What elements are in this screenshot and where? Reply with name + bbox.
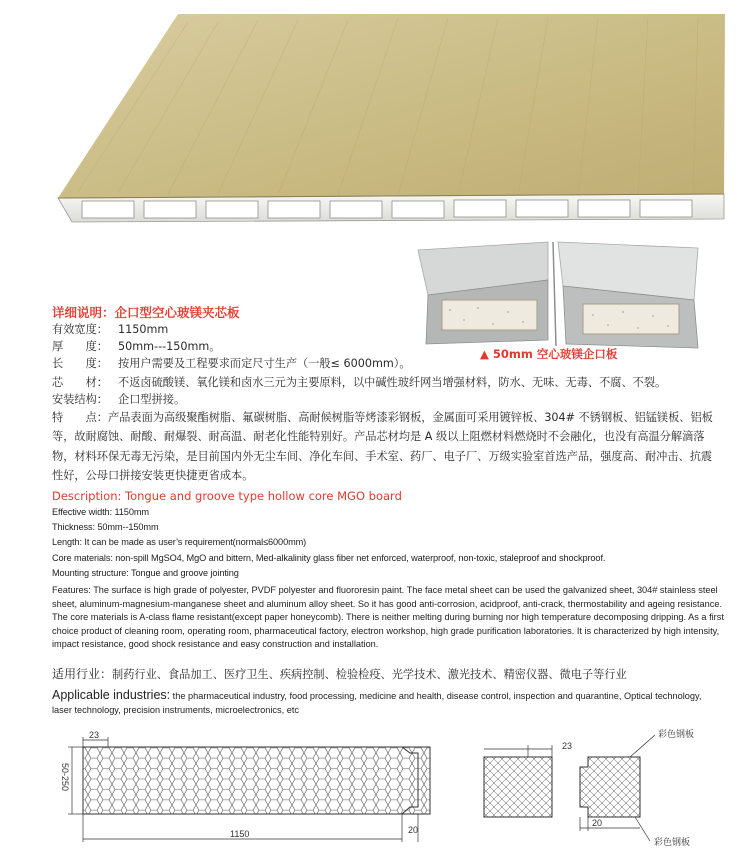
panel-outline — [83, 747, 430, 814]
en-spec-line: Length: It can be made as user’s requirement(normal≤6000mm) — [52, 537, 307, 547]
en-spec-line: Mounting structure: Tongue and groove jointing — [52, 568, 239, 578]
joint-dim-bottom-text: 20 — [592, 818, 603, 828]
label-color-steel-bottom: 彩色钢板 — [654, 838, 691, 848]
leader-bottom — [635, 817, 650, 841]
leader-top — [630, 735, 655, 757]
industries-en-text: the pharmaceutical industry, food processing, medicine and health, disease control, inspection and quarantine, Optical technology, laser technology, precision instruments, microelectronics, etc — [52, 691, 702, 715]
joint-dim-bottom-lines — [580, 817, 640, 831]
spec-value: 按用户需要及工程要求而定尺寸生产（一般≤ 6000mm）。 — [118, 357, 411, 370]
dim-width-lines — [83, 814, 418, 842]
en-section-title: Description: Tongue and groove type hollow core MGO board — [52, 489, 402, 503]
industries-zh-text: 制药行业、食品加工、医疗卫生、疾病控制、检验检疫、光学技术、激光技术、精密仪器、微电子等行业 — [112, 668, 627, 681]
joint-dim-top-lines — [484, 745, 552, 757]
spec-label: 安装结构： — [52, 393, 108, 406]
dim-side-text: 50-250 — [60, 763, 70, 792]
joint-left-panel — [484, 757, 552, 817]
spec-label: 厚 度： — [52, 340, 108, 353]
dim-width-text: 1150 — [230, 829, 250, 839]
zh-section-title: 详细说明：企口型空心玻镁夹芯板 — [52, 305, 240, 320]
joint-dim-top-text: 23 — [562, 741, 573, 751]
dim-tongue-text: 20 — [408, 825, 419, 835]
joint-right-panel — [580, 757, 640, 817]
industries-en-label: Applicable industries: — [52, 688, 171, 702]
en-features: Features: The surface is high grade of polyester, PVDF polyester and fluororesin paint. The face metal sheet can be used the galvanized sheet, 304# stainless steel sheet, aluminum-magnesium-manganese sheet and aluminum alloy sheet. So it has good anti-corrosion, acidproof, anti-crack, thermostability and ageing resistance. The core materials is A-class flame resistant(except paper honeycomb). There is neither melting during burning nor high temperature decomposing dripping. As a first choice product of cleaning room, operating room, pharmaceutical factory, electron workshop, high grade purification laboratories. It is characterized by high intensity, impact resistance, good shock resistance and easy construction and installation. — [52, 585, 724, 650]
en-spec-line: Core materials: non-spill MgSO4, MgO and bittern, Med-alkalinity glass fiber net enforced, waterproof, non-toxic, staleproof and shockproof. — [52, 553, 606, 563]
joint-detail-diagram — [470, 727, 730, 849]
joint-photo-caption: ▲ 50mm 空心玻镁企口板 — [480, 347, 618, 361]
zh-features — [52, 408, 722, 485]
spec-label: 长 度： — [52, 357, 108, 370]
features-label: 特 点： — [52, 411, 108, 424]
spec-value: 企口型拼接。 — [118, 393, 186, 406]
cross-section-diagram — [40, 727, 450, 847]
spec-value: 1150mm — [118, 323, 169, 336]
spec-value: 50mm---150mm。 — [118, 340, 221, 353]
zh-spec-length — [52, 354, 411, 373]
industries-zh — [52, 665, 627, 682]
features-text: 产品表面为高级聚酯树脂、氟碳树脂、高耐候树脂等烤漆彩钢板，金属面可采用镀锌板、304# 不锈钢板、铝锰镁板、铝板等，故耐腐蚀、耐酸、耐爆裂、耐高温、耐老化性能特别好。产品芯材均是 A 级以上阻燃材料燃烧时不会融化，也没有高温分解滴落物，材料环保无毒无污染，是目前国内外无尘车间、净化车间、手术室、药厂、电子厂、万级实验室首选产品，强度高、耐冲击、抗震性好，公母口拼接安装更快捷更省成本。 — [52, 411, 713, 482]
label-color-steel-top: 彩色钢板 — [658, 730, 695, 740]
joint-photo — [398, 240, 718, 350]
spec-value: 不返卤硫酸镁、氧化镁和卤水三元为主要原料，以中碱性玻纤网当增强材料，防水、无味、无毒、不腐、不裂。 — [118, 376, 667, 389]
product-photo — [48, 12, 728, 224]
industries-en — [52, 688, 722, 717]
spec-label: 芯 材： — [52, 376, 108, 389]
dim-top-text: 23 — [89, 730, 100, 740]
industries-zh-label: 适用行业： — [52, 667, 113, 681]
zh-spec-mounting — [52, 390, 185, 409]
en-spec-line: Effective width: 1150mm — [52, 507, 149, 517]
spec-label: 有效宽度： — [52, 323, 108, 336]
en-spec-line: Thickness: 50mm--150mm — [52, 522, 159, 532]
